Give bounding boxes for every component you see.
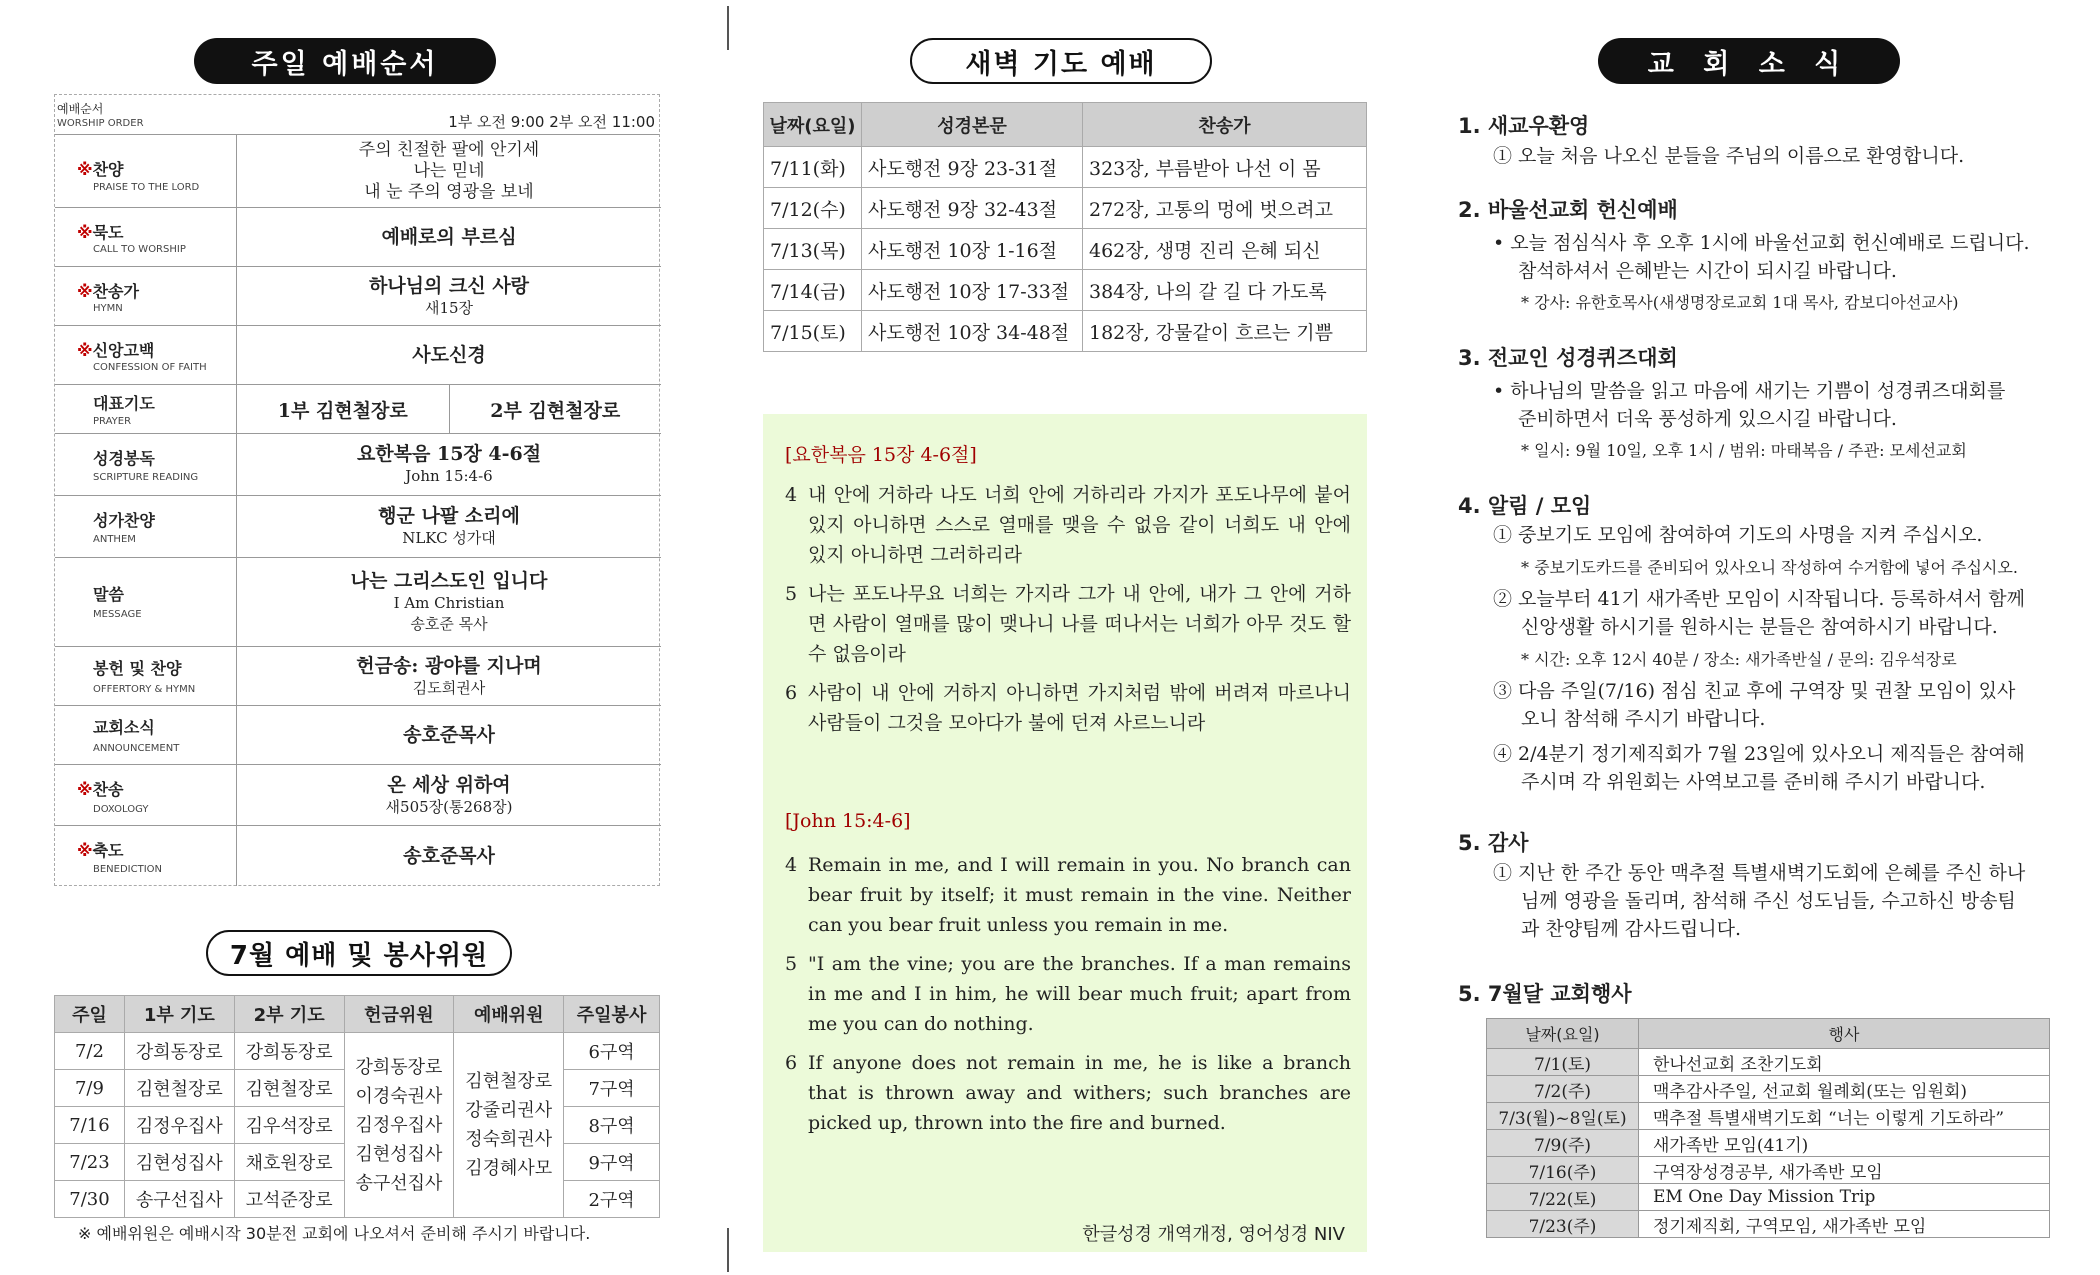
column-header: 행사: [1639, 1019, 2050, 1049]
item-content: 하나님의 크신 사랑: [368, 274, 530, 297]
event-name: 맥추감사주일, 선교회 월례회(또는 임원회): [1639, 1076, 2050, 1103]
korean-verse: [785, 579, 1351, 669]
table-row: [1487, 1157, 2050, 1184]
verse-number: 5: [785, 953, 798, 975]
praise-line: 내 눈 주의 영광을 보네: [364, 181, 534, 202]
item-label-en: CONFESSION OF FAITH: [93, 362, 207, 373]
news-note: * 강사: 유한호목사(새생명장로교회 1대 목사, 캄보디아선교사): [1521, 293, 1959, 312]
item-label: 신앙고백: [92, 341, 155, 360]
table-row: [1487, 1184, 2050, 1211]
table-row: [764, 229, 1367, 270]
item-sub: 새505장(통268장): [385, 797, 513, 816]
table-row: [764, 188, 1367, 229]
event-name: 한나선교회 조찬기도회: [1639, 1049, 2050, 1076]
first-service-prayer: 강희동장로: [124, 1033, 234, 1070]
praise-line: 나는 믿네: [413, 160, 485, 181]
verse-number: 6: [785, 682, 798, 704]
item-label-en: DOXOLOGY: [93, 804, 149, 815]
service-times: 1부 오전 9:00 2부 오전 11:00: [448, 113, 655, 131]
news-heading: 3. 전교인 성경퀴즈대회: [1458, 346, 1678, 370]
verse-number: 4: [785, 484, 798, 506]
dawn-passage: 사도행전 10장 17-33절: [862, 270, 1083, 311]
event-date: 7/22(토): [1487, 1184, 1639, 1211]
item-label: 축도: [92, 841, 124, 860]
item-label-en: CALL TO WORSHIP: [93, 244, 186, 255]
team-date: 7/2: [55, 1033, 125, 1070]
column-divider-top: [727, 6, 729, 50]
news-note: * 시간: 오후 12시 40분 / 장소: 새가족반실 / 문의: 김우석장로: [1521, 650, 1957, 669]
second-service-prayer: 김우석장로: [234, 1107, 344, 1144]
dawn-passage: 사도행전 9장 32-43절: [862, 188, 1083, 229]
item-label: 교회소식: [93, 718, 155, 737]
worship-order-header-ko: 예배순서: [57, 102, 104, 116]
news-note: * 일시: 9월 10일, 오후 1시 / 범위: 마태복음 / 주관: 모세선교회: [1521, 441, 1967, 460]
column-header: 헌금위원: [344, 996, 454, 1033]
required-mark: ※: [77, 282, 93, 301]
bible-version-source: 한글성경 개역개정, 영어성경 NIV: [1082, 1224, 1345, 1245]
worship-row-announcement: [55, 706, 661, 765]
verse-text: "I am the vine; you are the branches. If a man remains in me and I in him, he will bear much fruit; apart from me you can do nothing.: [808, 953, 1351, 1035]
required-mark: ※: [77, 223, 93, 242]
news-heading: 2. 바울선교회 헌신예배: [1458, 198, 1678, 222]
column-header: 날짜(요일): [1487, 1019, 1639, 1049]
item-content: 나는 그리스도인 입니다: [350, 570, 548, 592]
offering-member: 이경숙권사: [355, 1085, 443, 1107]
table-row: [764, 147, 1367, 188]
item-label: 찬양: [92, 160, 124, 179]
worship-row-anthem: [55, 496, 661, 558]
item-content: 송호준목사: [403, 845, 495, 867]
event-date: 7/2(주): [1487, 1076, 1639, 1103]
event-name: 정기제직회, 구역모임, 새가족반 모임: [1639, 1211, 2050, 1238]
usher-member: 강줄리권사: [465, 1100, 553, 1121]
item-label: 찬송: [92, 780, 124, 799]
english-verse: [785, 850, 1351, 940]
event-name: 새가족반 모임(41기): [1639, 1130, 2050, 1157]
event-date: 7/16(주): [1487, 1157, 1639, 1184]
offering-member: 송구선집사: [355, 1172, 443, 1194]
item-label: 찬송가: [92, 282, 139, 301]
table-header-row: [1487, 1019, 2050, 1049]
service-team-table: [54, 995, 660, 1218]
item-sub: NLKC 성가대: [402, 529, 496, 547]
column-header: 찬송가: [1083, 103, 1367, 147]
dawn-passage: 사도행전 10장 1-16절: [862, 229, 1083, 270]
dawn-date: 7/14(금): [764, 270, 862, 311]
column-header: 1부 기도: [124, 996, 234, 1033]
table-row: [764, 311, 1367, 352]
worship-row-doxology: [55, 765, 661, 826]
dawn-hymn: 182장, 강물같이 흐르는 기쁨: [1083, 311, 1367, 352]
item-label-en: MESSAGE: [93, 609, 142, 620]
event-name: EM One Day Mission Trip: [1639, 1184, 2050, 1211]
column-header: 주일: [55, 996, 125, 1033]
dawn-date: 7/12(수): [764, 188, 862, 229]
verse-text: 나는 포도나무요 너희는 가지라 그가 내 안에, 내가 그 안에 거하면 사람이 열매를 많이 맺나니 나를 떠나서는 너희가 아무 것도 할 수 없음이라: [808, 583, 1351, 665]
dawn-prayer-title: 새벽 기도 예배: [910, 38, 1212, 84]
news-heading: 5. 7월달 교회행사: [1458, 982, 1632, 1006]
worship-row-benediction: [55, 826, 661, 886]
usher-committee: [454, 1033, 564, 1218]
offering-committee: [344, 1033, 454, 1218]
worship-order-table: [54, 94, 660, 886]
table-row: [1487, 1103, 2050, 1130]
dawn-passage: 사도행전 9장 23-31절: [862, 147, 1083, 188]
team-date: 7/9: [55, 1070, 125, 1107]
english-verse: [785, 949, 1351, 1039]
event-name: 구역장성경공부, 새가족반 모임: [1639, 1157, 2050, 1184]
item-label-en: OFFERTORY & HYMN: [93, 684, 196, 695]
item-content: 요한복음 15장 4-6절: [356, 443, 542, 465]
first-service-prayer: 김정우집사: [124, 1107, 234, 1144]
item-content: 예배로의 부르심: [381, 226, 517, 248]
dawn-date: 7/15(토): [764, 311, 862, 352]
column-header: 날짜(요일): [764, 103, 862, 147]
second-service-prayer: 고석준장로: [234, 1181, 344, 1218]
item-content: 헌금송: 광야를 지나며: [356, 654, 542, 677]
first-service-prayer: 김현철장로: [124, 1070, 234, 1107]
news-item: ④ 2/4분기 정기제직회가 7월 23일에 있사오니 제직들은 참여해: [1493, 743, 2025, 765]
column-header: 2부 기도: [234, 996, 344, 1033]
column-header: 예배위원: [454, 996, 564, 1033]
news-item: 주시며 각 위원회는 사역보고를 준비해 주시기 바랍니다.: [1521, 771, 1986, 793]
offering-member: 김현성집사: [355, 1143, 443, 1165]
offering-member: 강희동장로: [355, 1056, 443, 1078]
item-content: 송호준목사: [403, 724, 495, 746]
item-label-en: BENEDICTION: [93, 864, 163, 875]
event-name: 맥추절 특별새벽기도회 “너는 이렇게 기도하라”: [1639, 1103, 2050, 1130]
verse-text: 내 안에 거하라 나도 너희 안에 거하리라 가지가 포도나무에 붙어 있지 아니하면 스스로 열매를 맺을 수 없음 같이 너희도 내 안에 있지 아니하면 그러하리라: [808, 484, 1351, 566]
sunday-service-area: 8구역: [564, 1107, 660, 1144]
column-divider-bottom: [727, 1228, 729, 1272]
item-label: 봉헌 및 찬양: [93, 659, 182, 678]
verse-text: If anyone does not remain in me, he is like a branch that is thrown away and withers; such branches are picked up, thrown into the fire and burned.: [808, 1052, 1351, 1134]
usher-member: 정숙희권사: [465, 1129, 553, 1150]
sunday-service-area: 7구역: [564, 1070, 660, 1107]
column-header: 성경본문: [862, 103, 1083, 147]
news-item: ① 중보기도 모임에 참여하여 기도의 사명을 지켜 주십시오.: [1493, 524, 1983, 546]
news-item: • 오늘 점심식사 후 오후 1시에 바울선교회 헌신예배로 드립니다.: [1493, 232, 2030, 254]
church-news-title: 교 회 소 식: [1598, 38, 1900, 84]
english-scripture-reference: [John 15:4-6]: [785, 810, 911, 832]
item-sub: John 15:4-6: [405, 467, 493, 485]
worship-row-scripture: [55, 434, 661, 496]
news-item: 준비하면서 더욱 풍성하게 있으시길 바랍니다.: [1518, 408, 1897, 430]
item-label-en: HYMN: [93, 303, 123, 314]
dawn-hymn: 384장, 나의 갈 길 다 가도록: [1083, 270, 1367, 311]
table-row: [1487, 1076, 2050, 1103]
july-events-table: [1486, 1018, 2050, 1238]
news-heading: 5. 감사: [1458, 831, 1529, 855]
worship-row-hymn: [55, 267, 661, 326]
news-item: • 하나님의 말씀을 읽고 마음에 새기는 기쁨이 성경퀴즈대회를: [1493, 380, 2006, 402]
team-date: 7/23: [55, 1144, 125, 1181]
item-label-en: PRAISE TO THE LORD: [93, 182, 200, 193]
item-sub: 김도희권사: [412, 678, 486, 697]
item-label: 말씀: [93, 585, 124, 604]
news-item: 신앙생활 하시기를 원하시는 분들은 참여하시기 바랍니다.: [1521, 616, 1998, 638]
usher-member: 김경혜사모: [465, 1158, 553, 1179]
dawn-hymn: 272장, 고통의 멍에 벗으려고: [1083, 188, 1367, 229]
korean-scripture-reference: [요한복음 15장 4-6절]: [785, 444, 977, 466]
dawn-date: 7/13(목): [764, 229, 862, 270]
event-date: 7/23(주): [1487, 1211, 1639, 1238]
item-content: 사도신경: [412, 344, 486, 366]
news-item: ③ 다음 주일(7/16) 점심 친교 후에 구역장 및 권찰 모임이 있사: [1493, 680, 2016, 702]
korean-verse: [785, 480, 1351, 570]
dawn-hymn: 462장, 생명 진리 은혜 되신: [1083, 229, 1367, 270]
item-sub: 새15장: [424, 298, 474, 317]
news-item: 참석하셔서 은혜받는 시간이 되시길 바랍니다.: [1518, 260, 1897, 282]
table-row: [1487, 1049, 2050, 1076]
table-header-row: [55, 996, 660, 1033]
item-label-en: ANNOUNCEMENT: [93, 743, 180, 754]
verse-number: 4: [785, 854, 798, 876]
dawn-date: 7/11(화): [764, 147, 862, 188]
news-item: 님께 영광을 돌리며, 참석해 주신 성도님들, 수고하신 방송팀: [1521, 890, 2016, 912]
preacher: 송호준 목사: [410, 615, 488, 633]
team-date: 7/16: [55, 1107, 125, 1144]
news-note: * 중보기도카드를 준비되어 있사오니 작성하여 수거함에 넣어 주십시오.: [1521, 558, 2018, 577]
item-sub: I Am Christian: [393, 594, 505, 612]
item-label: 성가찬양: [93, 511, 155, 530]
worship-order-header: [55, 95, 659, 135]
required-mark: ※: [77, 780, 93, 799]
offering-member: 김정우집사: [355, 1114, 443, 1136]
worship-row-message: [55, 558, 661, 647]
required-mark: ※: [77, 341, 93, 360]
service-team-note: ※ 예배위원은 예배시작 30분전 교회에 나오셔서 준비해 주시기 바랍니다.: [78, 1224, 591, 1243]
dawn-passage: 사도행전 10장 34-48절: [862, 311, 1083, 352]
news-item: 과 찬양팀께 감사드립니다.: [1521, 918, 1742, 940]
news-item: ① 지난 한 주간 동안 맥추절 특별새벽기도회에 은혜를 주신 하나: [1493, 862, 2026, 884]
item-label: 성경봉독: [93, 449, 155, 468]
table-row: [55, 1033, 660, 1070]
news-item: 오니 참석해 주시기 바랍니다.: [1521, 708, 1766, 730]
worship-row-prayer: [55, 385, 661, 434]
praise-line: 주의 친절한 팔에 안기세: [358, 139, 540, 160]
required-mark: ※: [77, 160, 93, 179]
first-service-prayer: 김현성집사: [124, 1144, 234, 1181]
item-label: 묵도: [92, 223, 124, 242]
sunday-service-area: 2구역: [564, 1181, 660, 1218]
table-row: [764, 270, 1367, 311]
worship-row-confession: [55, 326, 661, 385]
worship-row-call: [55, 208, 661, 267]
worship-row-offertory: [55, 647, 661, 706]
prayer-second-service: 2부 김현철장로: [490, 399, 621, 422]
event-date: 7/3(월)~8일(토): [1487, 1103, 1639, 1130]
news-heading: 1. 새교우환영: [1458, 114, 1590, 138]
news-item: ② 오늘부터 41기 새가족반 모임이 시작됩니다. 등록하셔서 함께: [1493, 588, 2025, 610]
item-label: 대표기도: [93, 394, 155, 413]
event-date: 7/1(토): [1487, 1049, 1639, 1076]
worship-order-title: 주일 예배순서: [194, 38, 496, 84]
verse-text: Remain in me, and I will remain in you. No branch can bear fruit by itself; it must remain in the vine. Neither can you bear fruit unless you remain in me.: [808, 854, 1351, 936]
verse-number: 6: [785, 1052, 798, 1074]
table-row: [1487, 1211, 2050, 1238]
second-service-prayer: 김현철장로: [234, 1070, 344, 1107]
prayer-first-service: 1부 김현철장로: [237, 385, 450, 433]
item-content: 온 세상 위하여: [387, 773, 511, 796]
table-header-row: [764, 103, 1367, 147]
event-date: 7/9(주): [1487, 1130, 1639, 1157]
required-mark: ※: [77, 841, 93, 860]
news-heading: 4. 알림 / 모임: [1458, 494, 1592, 518]
second-service-prayer: 채호원장로: [234, 1144, 344, 1181]
sunday-service-area: 9구역: [564, 1144, 660, 1181]
worship-row-praise: [55, 135, 661, 208]
english-verse: [785, 1048, 1351, 1138]
korean-verse: [785, 678, 1351, 738]
first-service-prayer: 송구선집사: [124, 1181, 234, 1218]
item-content: 행군 나팔 소리에: [378, 505, 520, 527]
team-date: 7/30: [55, 1181, 125, 1218]
verse-text: 사람이 내 안에 거하지 아니하면 가지처럼 밖에 버려져 마르나니 사람들이 그것을 모아다가 불에 던져 사르느니라: [808, 682, 1351, 734]
verse-number: 5: [785, 583, 798, 605]
item-label-en: PRAYER: [93, 416, 132, 427]
sunday-service-area: 6구역: [564, 1033, 660, 1070]
dawn-prayer-table: [763, 102, 1367, 352]
dawn-hymn: 323장, 부름받아 나선 이 몸: [1083, 147, 1367, 188]
service-team-title: 7월 예배 및 봉사위원: [206, 930, 512, 976]
news-item: ① 오늘 처음 나오신 분들을 주님의 이름으로 환영합니다.: [1493, 145, 1965, 167]
item-label-en: ANTHEM: [93, 534, 136, 545]
second-service-prayer: 강희동장로: [234, 1033, 344, 1070]
worship-order-header-en: WORSHIP ORDER: [57, 118, 144, 129]
scripture-box: [763, 414, 1367, 1252]
table-row: [1487, 1130, 2050, 1157]
usher-member: 김현철장로: [465, 1071, 553, 1092]
column-header: 주일봉사: [564, 996, 660, 1033]
item-label-en: SCRIPTURE READING: [93, 472, 199, 483]
